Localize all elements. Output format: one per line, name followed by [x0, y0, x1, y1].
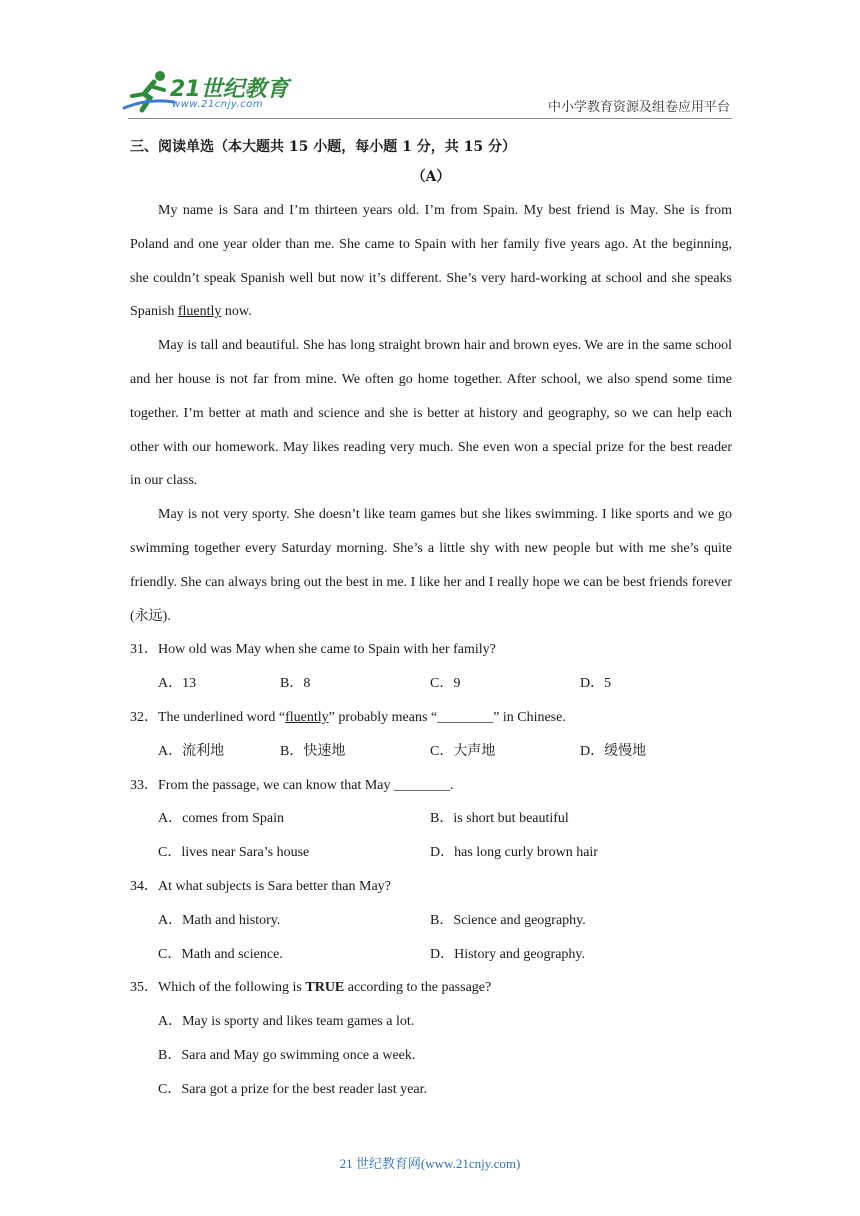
- option-d: D．History and geography.: [430, 946, 586, 962]
- page-header: [0, 0, 860, 125]
- paragraph-1: [130, 194, 732, 329]
- option-c: C．Sara got a prize for the best reader last year.: [158, 1081, 428, 1097]
- logo: [120, 68, 290, 116]
- option-b: B．8: [280, 676, 311, 692]
- question-34: 34．At what subjects is Sara better than May?: [130, 878, 391, 894]
- question-33: 33．From the passage, we can know that May ________.: [130, 777, 454, 793]
- option-c: C．lives near Sara’s house: [158, 845, 310, 861]
- page-footer: 21 世纪教育网(www.21cnjy.com): [339, 1156, 521, 1171]
- option-a: A．流利地: [158, 743, 225, 759]
- option-d: D．缓慢地: [580, 743, 647, 759]
- paragraph-1-end: now.: [221, 304, 252, 320]
- option-b: B．is short but beautiful: [430, 811, 569, 827]
- section-title: 三、阅读单选（本大题共 15 小题，每小题 1 分，共 15 分）: [130, 139, 516, 155]
- question-32-options: [130, 735, 732, 769]
- question-32-underlined: fluently: [285, 709, 329, 725]
- question-34-options-ab: [130, 904, 732, 938]
- platform-title: 中小学教育资源及组卷应用平台: [547, 100, 730, 115]
- paragraph-3: May is not very sporty. She doesn’t like team games but she likes swimming. I like sports and we go swimming together every Saturday morning. She’s a little shy with new people but with me she’s quite friendly. She can always bring out the best in me. I like her and I really hope we can be best friends forever (永远).: [130, 507, 732, 624]
- option-c: C．大声地: [430, 743, 496, 759]
- question-35-stem: 35．Which of the following is: [130, 980, 306, 996]
- option-b: B．Sara and May go swimming once a week.: [158, 1047, 416, 1063]
- document-body: [130, 134, 732, 1107]
- question-35-bold: TRUE: [305, 980, 345, 996]
- question-34-options-cd: [130, 938, 732, 972]
- question-31: 31．How old was May when she came to Spain with her family?: [130, 642, 496, 658]
- option-a: A．13: [158, 676, 197, 692]
- question-31-options: [130, 667, 732, 701]
- underlined-word: fluently: [177, 304, 222, 320]
- option-b: B．快速地: [280, 743, 346, 759]
- header-divider: [128, 118, 732, 119]
- logo-main-text: 21世纪教育: [170, 77, 289, 102]
- question-33-options-cd: [130, 836, 732, 870]
- paragraph-1-text: My name is Sara and I’m thirteen years old. I’m from Spain. My best friend is May. She is from Poland and one year older than me. She came to Spain with her family five years ago. At the beginning, she couldn’t speak Spanish well but now it’s different. She’s very hard-working at school and she speaks Spanish: [130, 203, 732, 320]
- running-figure-icon: [120, 68, 176, 116]
- passage-label: （A）: [411, 169, 451, 185]
- option-a: A．comes from Spain: [158, 811, 284, 827]
- option-d: D．5: [580, 676, 612, 692]
- question-32-stem-end: ” probably means “________” in Chinese.: [328, 709, 566, 725]
- question-35-stem-end: according to the passage?: [344, 980, 492, 996]
- question-32: [130, 701, 732, 735]
- logo-sub-text: www.21cnjy.com: [172, 99, 264, 110]
- option-d: D．has long curly brown hair: [430, 845, 598, 861]
- option-c: C．9: [430, 676, 461, 692]
- question-33-options-ab: [130, 802, 732, 836]
- option-b: B．Science and geography.: [430, 912, 586, 928]
- paragraph-2: May is tall and beautiful. She has long straight brown hair and brown eyes. We are in the same school and her house is not far from mine. We often go home together. After school, we also spend some time together. I’m better at math and science and she is better at history and geography, so we can help each other with our homework. May likes reading very much. She even won a special prize for the best reader in our class.: [130, 338, 732, 489]
- option-c: C．Math and science.: [158, 946, 283, 962]
- question-35: [130, 971, 732, 1005]
- question-32-stem: 32．The underlined word “: [130, 709, 286, 725]
- option-a: A．May is sporty and likes team games a lot.: [158, 1014, 415, 1030]
- option-a: A．Math and history.: [158, 912, 281, 928]
